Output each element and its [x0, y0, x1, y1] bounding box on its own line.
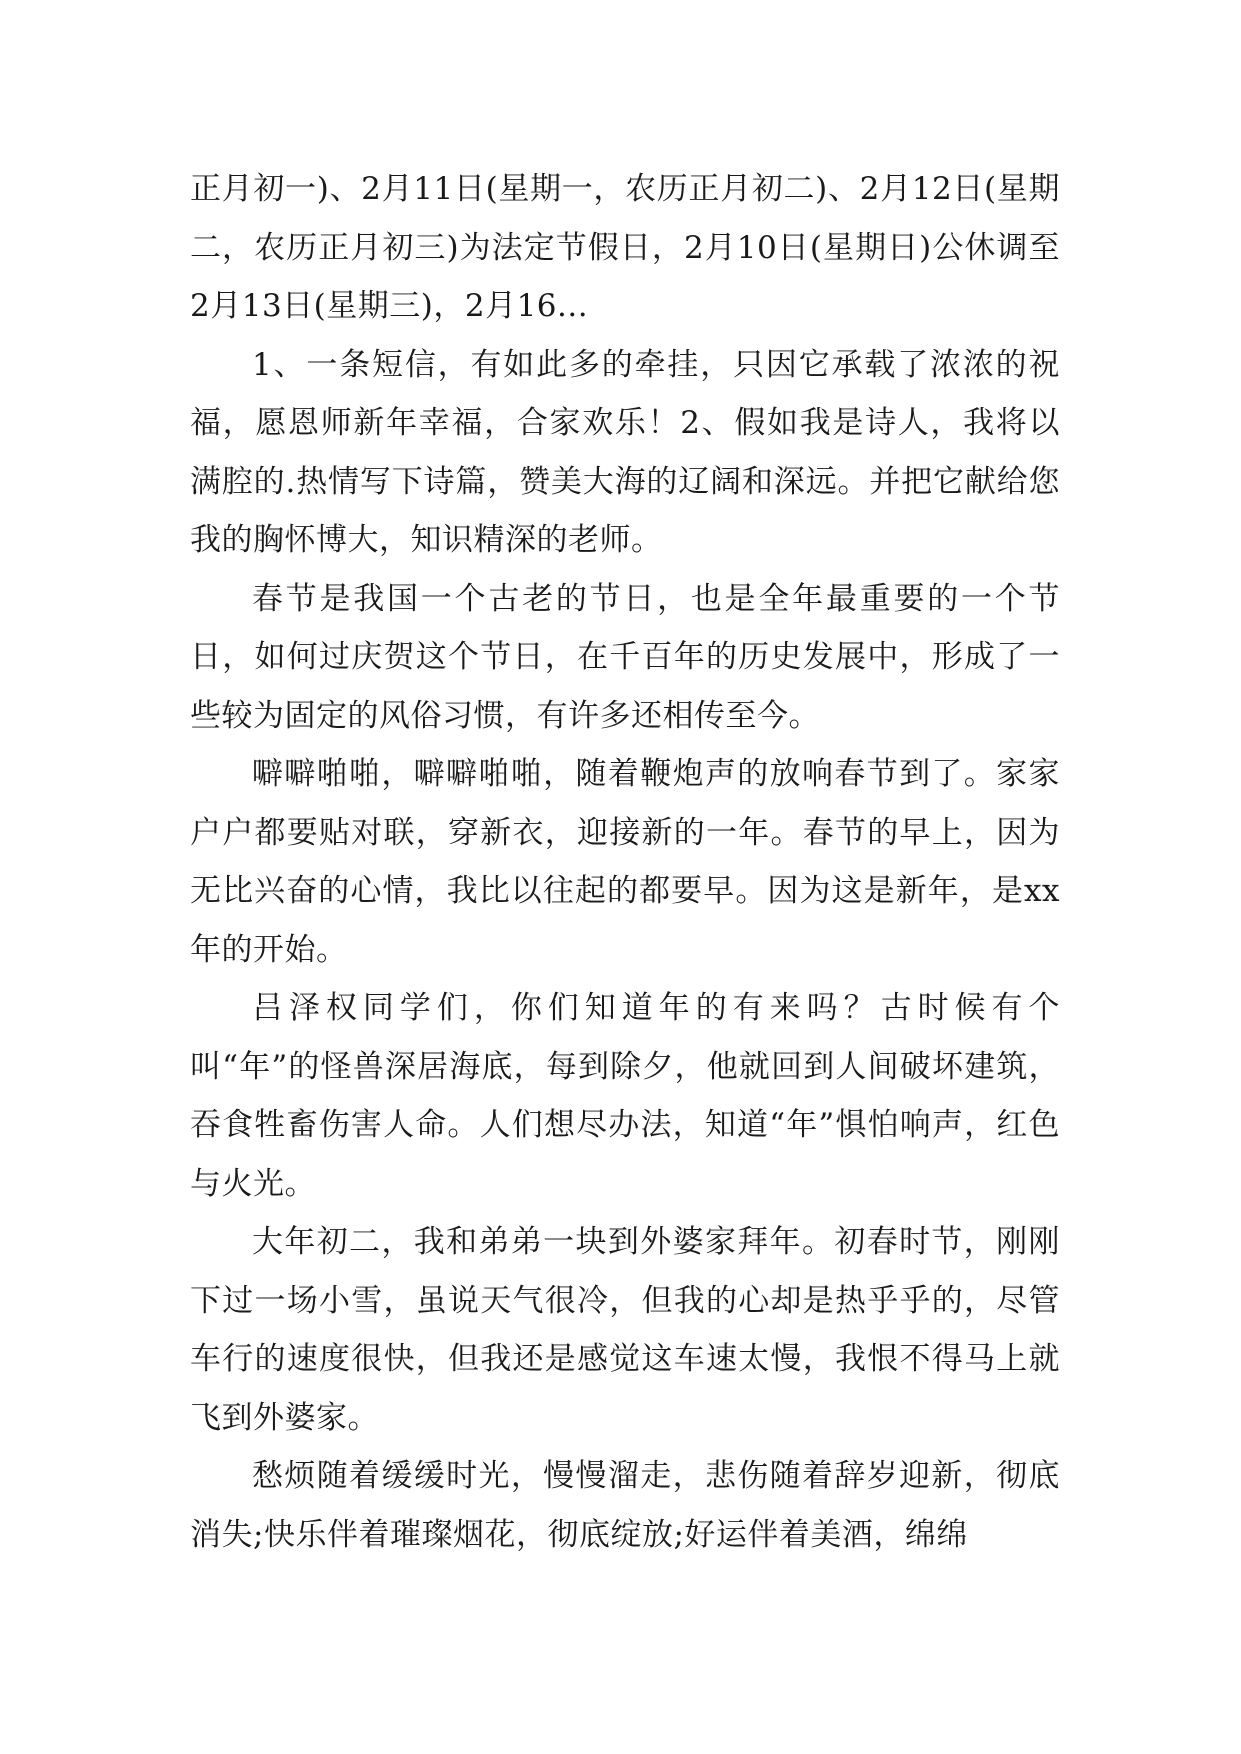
paragraph-grandma-visit: 大年初二，我和弟弟一块到外婆家拜年。初春时节，刚刚下过一场小雪，虽说天气很冷，但我的心却是热乎乎的，尽管车行的速度很快，但我还是感觉这车速太慢，我恨不得马上就飞到外婆家。: [190, 1224, 1060, 1436]
paragraph-new-year-wishes: 愁烦随着缓缓时光，慢慢溜走，悲伤随着辞岁迎新，彻底消失;快乐伴着璀璨烟花，彻底绽放;好运伴着美酒，绵绵: [190, 1458, 1060, 1553]
paragraph-continuation: 正月初一)、2月11日(星期一，农历正月初二)、2月12日(星期二，农历正月初三)为法定节假日，2月10日(星期日)公休调至2月13日(星期三)，2月16...: [190, 171, 1060, 324]
paragraph-greetings: 1、一条短信，有如此多的牵挂，只因它承载了浓浓的祝福，愿恩师新年幸福，合家欢乐！2、假如我是诗人，我将以满腔的.热情写下诗篇，赞美大海的辽阔和深远。并把它献给您我的胸怀博大，知识精深的老师。: [190, 346, 1060, 558]
paragraph-spring-festival: 春节是我国一个古老的节日，也是全年最重要的一个节日，如何过庆贺这个节日，在千百年的历史发展中，形成了一些较为固定的风俗习惯，有许多还相传至今。: [190, 580, 1060, 734]
paragraph-firecrackers: 噼噼啪啪，噼噼啪啪，随着鞭炮声的放响春节到了。家家户户都要贴对联，穿新衣，迎接新的一年。春节的早上，因为无比兴奋的心情，我比以往起的都要早。因为这是新年，是xx年的开始。: [190, 756, 1060, 968]
paragraph-nian-legend: 吕泽权同学们，你们知道年的有来吗？古时候有个叫“年”的怪兽深居海底，每到除夕，他就回到人间破坏建筑，吞食牲畜伤害人命。人们想尽办法，知道“年”惧怕响声，红色与火光。: [190, 990, 1060, 1202]
document-body: [190, 160, 1060, 1564]
